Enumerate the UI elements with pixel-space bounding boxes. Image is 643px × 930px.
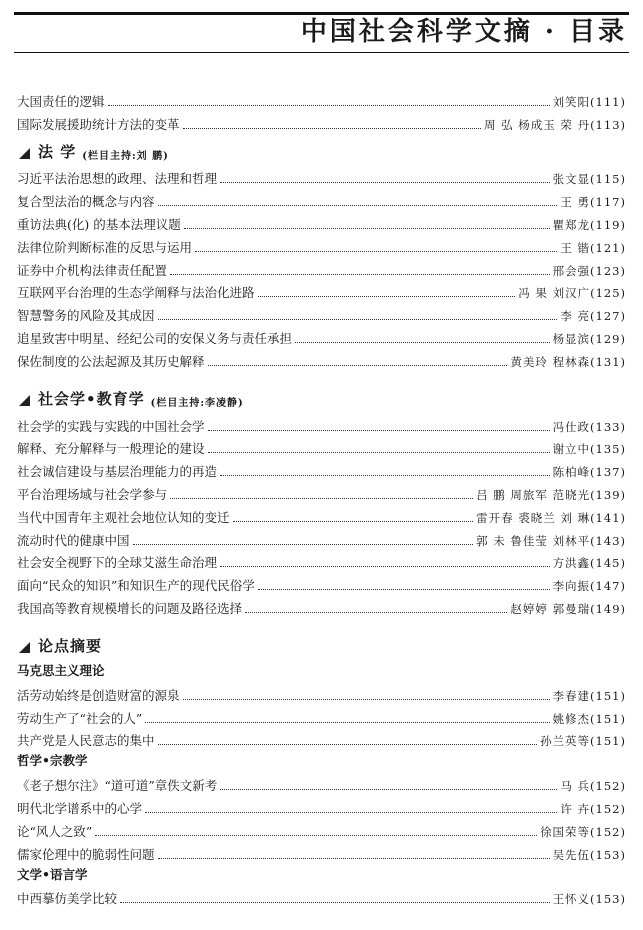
entry-title: 平台治理场域与社会学参与 [17, 486, 168, 502]
dot-leader [245, 612, 507, 613]
section-summary [17, 628, 626, 908]
toc-entry[interactable] [17, 188, 626, 211]
entry-title: 证券中介机构法律责任配置 [17, 262, 168, 278]
entry-title: 面向“民众的知识”和知识生产的现代民俗学 [17, 578, 255, 594]
dot-leader [133, 544, 474, 545]
dot-leader [108, 105, 550, 106]
dot-leader [158, 744, 538, 745]
section-title: 论点摘要 [38, 636, 103, 655]
toc-entry[interactable] [17, 772, 626, 795]
section-title: 社会学•教育学 [38, 389, 145, 408]
entry-author: 张文显(115) [552, 172, 626, 187]
dot-leader [95, 835, 537, 836]
toc-entry[interactable] [17, 325, 626, 348]
toc-entry[interactable] [17, 348, 626, 371]
entry-title: 追星致害中明星、经纪公司的安保义务与责任承担 [17, 330, 293, 346]
triangle-marker-icon [19, 642, 30, 653]
entry-title: 劳动生产了“社会的人” [17, 710, 143, 726]
entry-author: 吴先伍(153) [552, 847, 626, 862]
entry-author: 吕 鹏 周旅军 范晓光(139) [476, 487, 626, 502]
dot-leader [195, 251, 557, 252]
dot-leader [170, 274, 550, 275]
toc-entry[interactable] [17, 211, 626, 234]
entry-title: 互联网平台治理的生态学阐释与法治化进路 [17, 285, 255, 301]
dot-leader [258, 296, 516, 297]
entry-author: 孙兰英等(151) [540, 734, 626, 749]
header-title: 中国社会科学文摘 · 目录 [300, 17, 627, 47]
dot-leader [220, 789, 557, 790]
entry-title: 论“风人之致” [17, 823, 93, 839]
section-sociology-education [17, 381, 626, 618]
toc-entry[interactable] [17, 595, 626, 618]
entry-title: 大国责任的逻辑 [17, 93, 105, 109]
entry-author: 冯 果 刘汉广(125) [518, 286, 626, 301]
entry-title: 中西摹仿美学比较 [17, 891, 118, 907]
dot-leader [120, 902, 550, 903]
toc-entry[interactable] [17, 795, 626, 818]
toc-entry[interactable] [17, 413, 626, 436]
dot-leader [158, 205, 558, 206]
entry-title: 当代中国青年主观社会地位认知的变迁 [17, 509, 230, 525]
entry-author: 周 弘 杨成玉 荣 丹(113) [483, 117, 626, 132]
dot-leader [233, 521, 474, 522]
dot-leader [170, 498, 473, 499]
intro-entries [17, 88, 626, 134]
section-law [17, 134, 626, 371]
toc-entry[interactable] [17, 458, 626, 481]
entry-author: 徐国荣等(152) [540, 824, 626, 839]
toc-entry[interactable] [17, 436, 626, 459]
entry-title: 儒家伦理中的脆弱性问题 [17, 846, 155, 862]
dot-leader [183, 699, 550, 700]
entry-title: 智慧警务的风险及其成因 [17, 308, 155, 324]
section-gap [17, 371, 626, 381]
entry-author: 谢立中(135) [552, 442, 626, 457]
entry-title: 明代北学谱系中的心学 [17, 800, 143, 816]
toc-entry[interactable] [17, 705, 626, 728]
section-title: 法 学 [38, 142, 77, 161]
toc-entry[interactable] [17, 234, 626, 257]
dot-leader [158, 858, 550, 859]
entry-author: 许 卉(152) [560, 801, 626, 816]
toc-entry[interactable] [17, 682, 626, 705]
header-top-rule [14, 12, 629, 15]
toc-entry[interactable] [17, 302, 626, 325]
entry-author: 王 锴(121) [560, 240, 626, 255]
toc-entry[interactable] [17, 728, 626, 751]
entry-author: 郭 未 鲁佳莹 刘林平(143) [476, 533, 626, 548]
entry-author: 黄美玲 程林森(131) [510, 354, 626, 369]
triangle-marker-icon [19, 148, 30, 159]
entry-author: 李向振(147) [552, 579, 626, 594]
dot-leader [220, 475, 550, 476]
toc-content [17, 88, 626, 908]
toc-entry[interactable] [17, 88, 626, 111]
subsection-heading: 文学•语言学 [17, 866, 88, 882]
entry-author: 王 勇(117) [560, 195, 626, 210]
entry-title: 保佐制度的公法起源及其历史解释 [17, 353, 205, 369]
dot-leader [208, 430, 550, 431]
entry-title: 社会安全视野下的全球艾滋生命治理 [17, 555, 218, 571]
entry-title: 解释、充分解释与一般理论的建设 [17, 441, 205, 457]
entry-author: 姚修杰(151) [552, 711, 626, 726]
entry-title: 活劳动始终是创造财富的源泉 [17, 687, 180, 703]
toc-entry[interactable] [17, 527, 626, 550]
dot-leader [184, 228, 550, 229]
toc-entry[interactable] [17, 572, 626, 595]
entry-title: 社会诚信建设与基层治理能力的再造 [17, 464, 218, 480]
entry-author: 李 亮(127) [560, 309, 626, 324]
entry-author: 赵婷婷 郭曼瑞(149) [510, 601, 626, 616]
dot-leader [208, 365, 508, 366]
entry-author: 李春建(151) [552, 688, 626, 703]
entry-author: 雷开春 裘晓兰 刘 琳(141) [476, 510, 626, 525]
dot-leader [145, 722, 549, 723]
entry-title: 共产党是人民意志的集中 [17, 733, 155, 749]
page-header [14, 12, 629, 52]
triangle-marker-icon [19, 395, 30, 406]
section-gap [17, 618, 626, 628]
toc-entry[interactable] [17, 886, 626, 909]
section-heading [17, 628, 626, 660]
entry-title: 我国高等教育规模增长的问题及路径选择 [17, 600, 243, 616]
toc-entry[interactable] [17, 841, 626, 864]
entry-author: 邢会强(123) [552, 263, 626, 278]
entry-author: 瞿郑龙(119) [552, 217, 626, 232]
toc-entry[interactable] [17, 257, 626, 280]
entry-title: 《老子想尔注》“道可道”章佚文新考 [17, 778, 218, 794]
section-editor: (栏目主持:李凌静) [150, 397, 244, 409]
entry-title: 重访法典(化) 的基本法理议题 [17, 216, 181, 232]
entry-title: 习近平法治思想的政理、法理和哲理 [17, 171, 218, 187]
subsection-heading: 马克思主义理论 [17, 662, 105, 678]
toc-entry[interactable] [17, 166, 626, 189]
entry-author: 马 兵(152) [560, 779, 626, 794]
entry-title: 国际发展援助统计方法的变革 [17, 116, 180, 132]
entry-author: 冯仕政(133) [552, 419, 626, 434]
dot-leader [145, 812, 557, 813]
entry-author: 刘笑阳(111) [552, 94, 626, 109]
section-editor: (栏目主持:刘 鹏) [82, 150, 169, 162]
entry-author: 杨显滨(129) [552, 331, 626, 346]
entry-author: 方洪鑫(145) [552, 556, 626, 571]
toc-entry[interactable] [17, 504, 626, 527]
dot-leader [183, 128, 481, 129]
dot-leader [208, 452, 550, 453]
entry-title: 法律位阶判断标准的反思与运用 [17, 239, 193, 255]
toc-entry[interactable] [17, 481, 626, 504]
subsection-heading: 哲学•宗教学 [17, 753, 88, 769]
dot-leader [295, 342, 550, 343]
toc-entry[interactable] [17, 550, 626, 573]
section-heading [17, 381, 626, 413]
entry-title: 流动时代的健康中国 [17, 532, 130, 548]
toc-entry[interactable] [17, 111, 626, 134]
entry-title: 复合型法治的概念与内容 [17, 194, 155, 210]
dot-leader [220, 182, 550, 183]
entry-title: 社会学的实践与实践的中国社会学 [17, 418, 205, 434]
entry-author: 王怀义(153) [552, 892, 626, 907]
dot-leader [258, 589, 550, 590]
entry-author: 陈柏峰(137) [552, 465, 626, 480]
header-bottom-rule [14, 52, 629, 53]
dot-leader [158, 319, 558, 320]
toc-entry[interactable] [17, 280, 626, 303]
toc-entry[interactable] [17, 818, 626, 841]
dot-leader [220, 566, 550, 567]
section-heading [17, 134, 626, 166]
